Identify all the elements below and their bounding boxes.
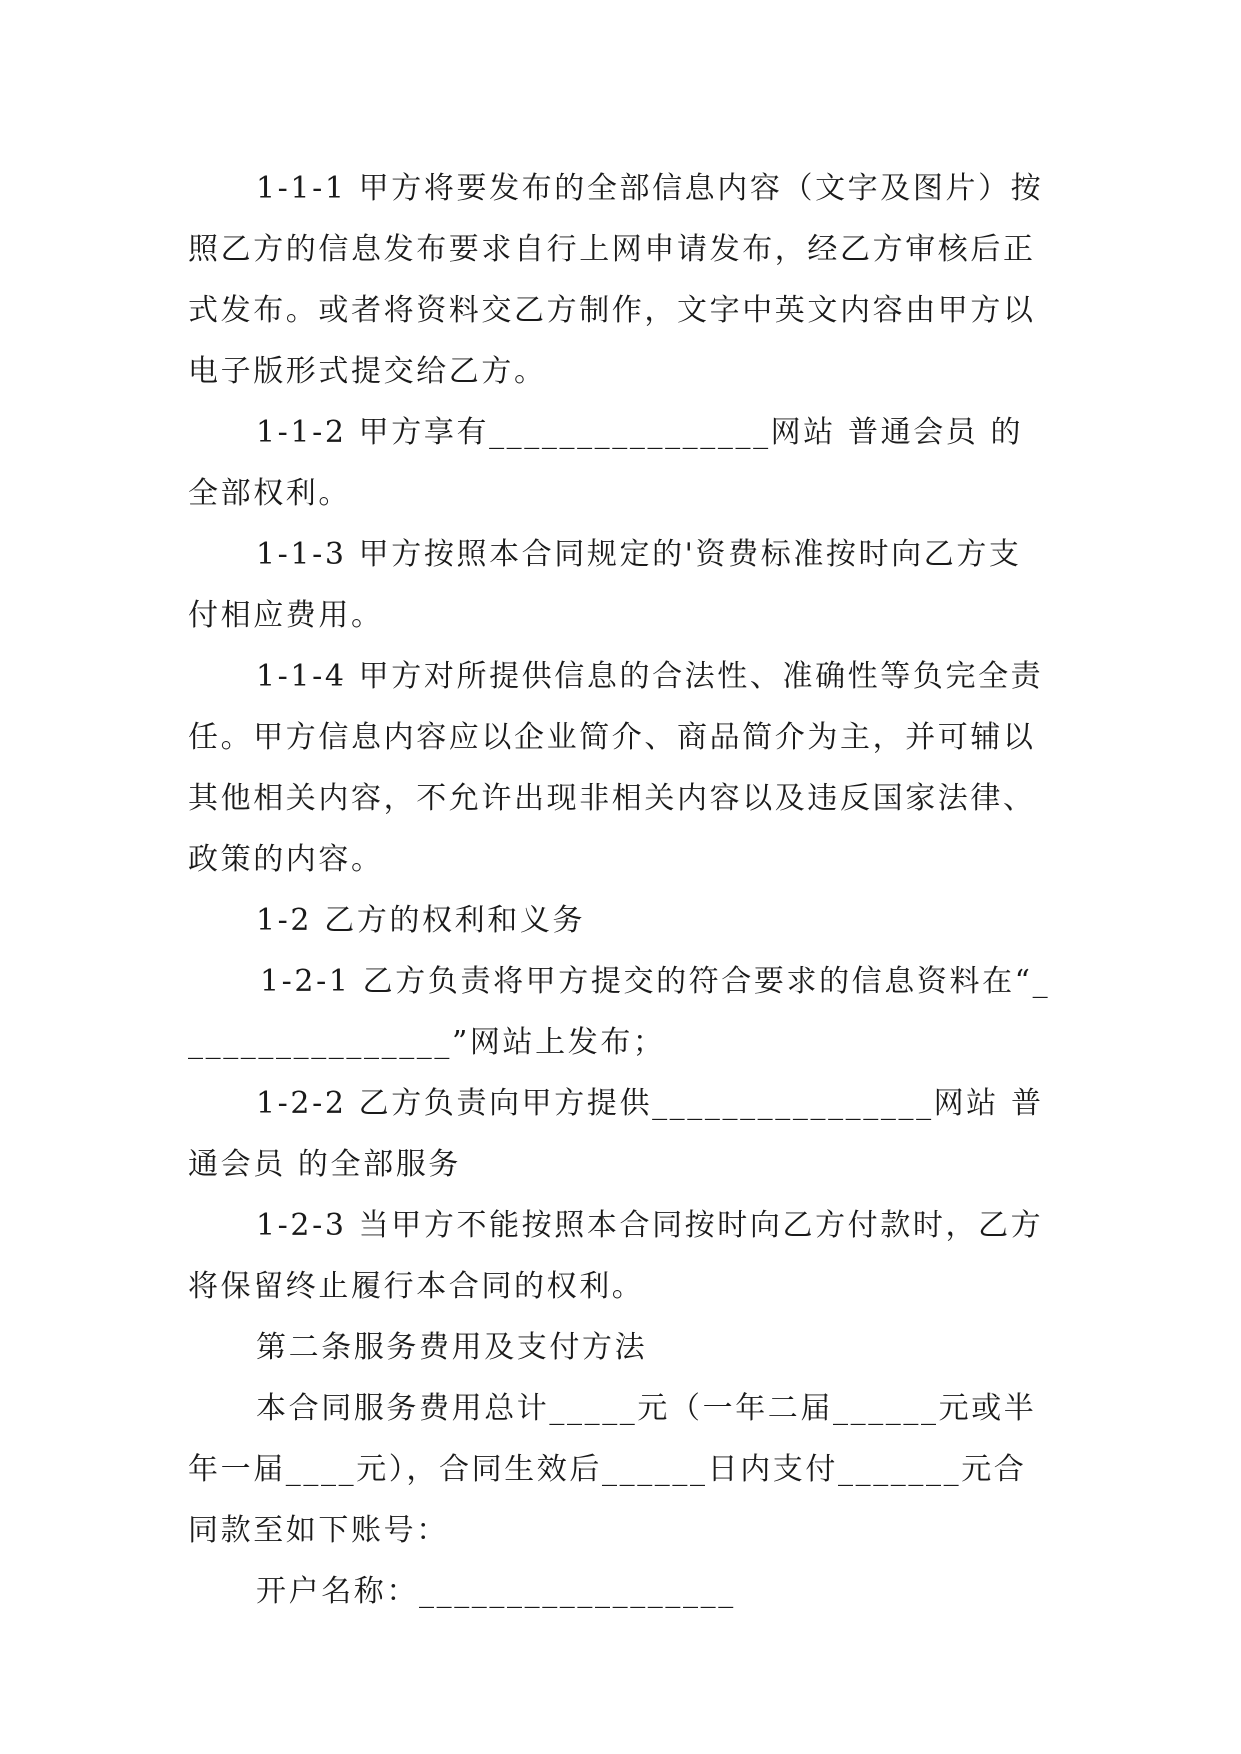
clause-1-2-1: 1-2-1 乙方负责将甲方提交的符合要求的信息资料在“________________”网站上发布；: [188, 964, 1051, 1060]
service-fee-paragraph: 本合同服务费用总计_____元（一年二届______元或半年一届____元），合同生效后______日内支付_______元合同款至如下账号：: [188, 1391, 1037, 1548]
article-2-heading: 第二条服务费用及支付方法: [256, 1330, 648, 1365]
clause-1-1-2: 1-1-2 甲方享有________________网站 普通会员 的全部权利。: [188, 415, 1024, 511]
account-name-line: 开户名称：__________________: [256, 1574, 736, 1609]
clause-1-1-3: 1-1-3 甲方按照本合同规定的'资费标准按时向乙方支付相应费用。: [188, 537, 1022, 633]
clause-1-2-2: 1-2-2 乙方负责向甲方提供________________网站 普通会员 的全部服务: [188, 1086, 1044, 1182]
clause-1-1-4: 1-1-4 甲方对所提供信息的合法性、准确性等负完全责任。甲方信息内容应以企业简介、商品简介为主，并可辅以其他相关内容，不允许出现非相关内容以及违反国家法律、政策的内容。: [188, 659, 1044, 877]
clause-1-2-3: 1-2-3 当甲方不能按照本合同按时向乙方付款时，乙方将保留终止履行本合同的权利。: [188, 1208, 1044, 1304]
document-body: [188, 158, 1052, 1622]
clause-1-1-1: 1-1-1 甲方将要发布的全部信息内容（文字及图片）按照乙方的信息发布要求自行上网申请发布，经乙方审核后正式发布。或者将资料交乙方制作，文字中英文内容由甲方以电子版形式提交给乙方。: [188, 171, 1044, 389]
section-heading-1-2: 1-2 乙方的权利和义务: [256, 903, 586, 938]
